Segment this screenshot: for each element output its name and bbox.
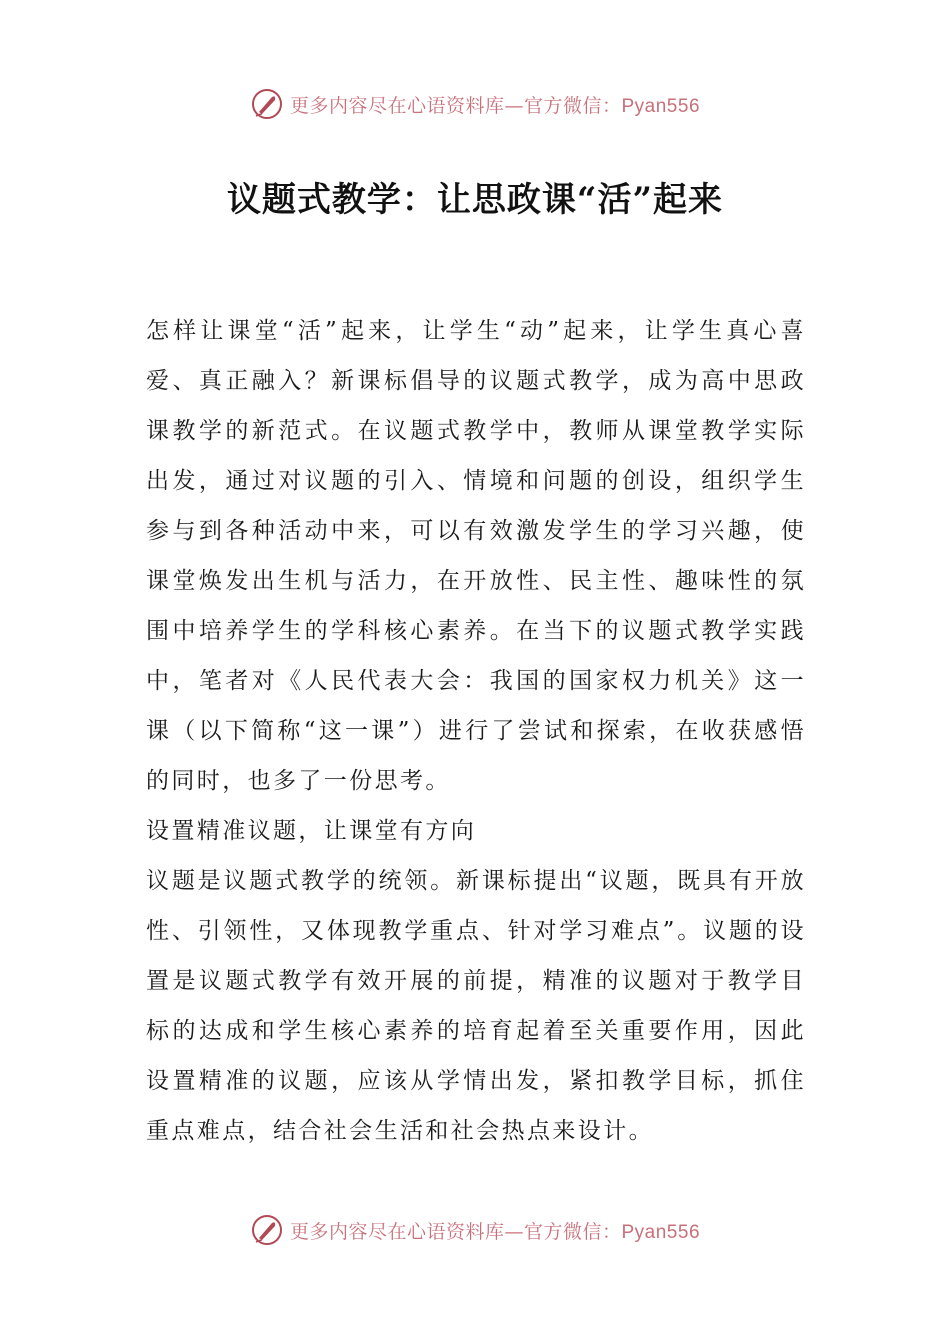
section-heading: 设置精准议题，让课堂有方向 bbox=[146, 818, 477, 844]
document-body bbox=[146, 306, 806, 1156]
quill-pen-logo-icon bbox=[250, 87, 284, 121]
wechat-id: Pyan556 bbox=[621, 95, 701, 117]
quill-pen-logo-icon bbox=[250, 1213, 284, 1247]
header-watermark bbox=[0, 84, 950, 124]
paragraph-section-1: 议题是议题式教学的统领。新课标提出“议题，既具有开放性、引领性，又体现教学重点、针对学习难点”。议题的设置是议题式教学有效开展的前提，精准的议题对于教学目标的达成和学生核心素养的培育起着至关重要作用，因此设置精准的议题，应该从学情出发，紧扣教学目标，抓住重点难点，结合社会生活和社会热点来设计。 bbox=[146, 868, 806, 1144]
watermark-text: 更多内容尽在心语资料库—官方微信：Pyan556 bbox=[289, 94, 701, 117]
paragraph-intro: 怎样让课堂“活”起来，让学生“动”起来，让学生真心喜爱、真正融入？新课标倡导的议题式教学，成为高中思政课教学的新范式。在议题式教学中，教师从课堂教学实际出发，通过对议题的引入、情境和问题的创设，组织学生参与到各种活动中来，可以有效激发学生的学习兴趣，使课堂焕发出生机与活力，在开放性、民主性、趣味性的氛围中培养学生的学科核心素养。在当下的议题式教学实践中，笔者对《人民代表大会：我国的国家权力机关》这一课（以下简称“这一课”）进行了尝试和探索，在收获感悟的同时，也多了一份思考。 bbox=[146, 318, 806, 794]
footer-watermark bbox=[0, 1210, 950, 1250]
wechat-id: Pyan556 bbox=[621, 1221, 701, 1243]
document-title: 议题式教学：让思政课“活”起来 bbox=[226, 180, 724, 220]
watermark-text: 更多内容尽在心语资料库—官方微信：Pyan556 bbox=[289, 1220, 701, 1243]
